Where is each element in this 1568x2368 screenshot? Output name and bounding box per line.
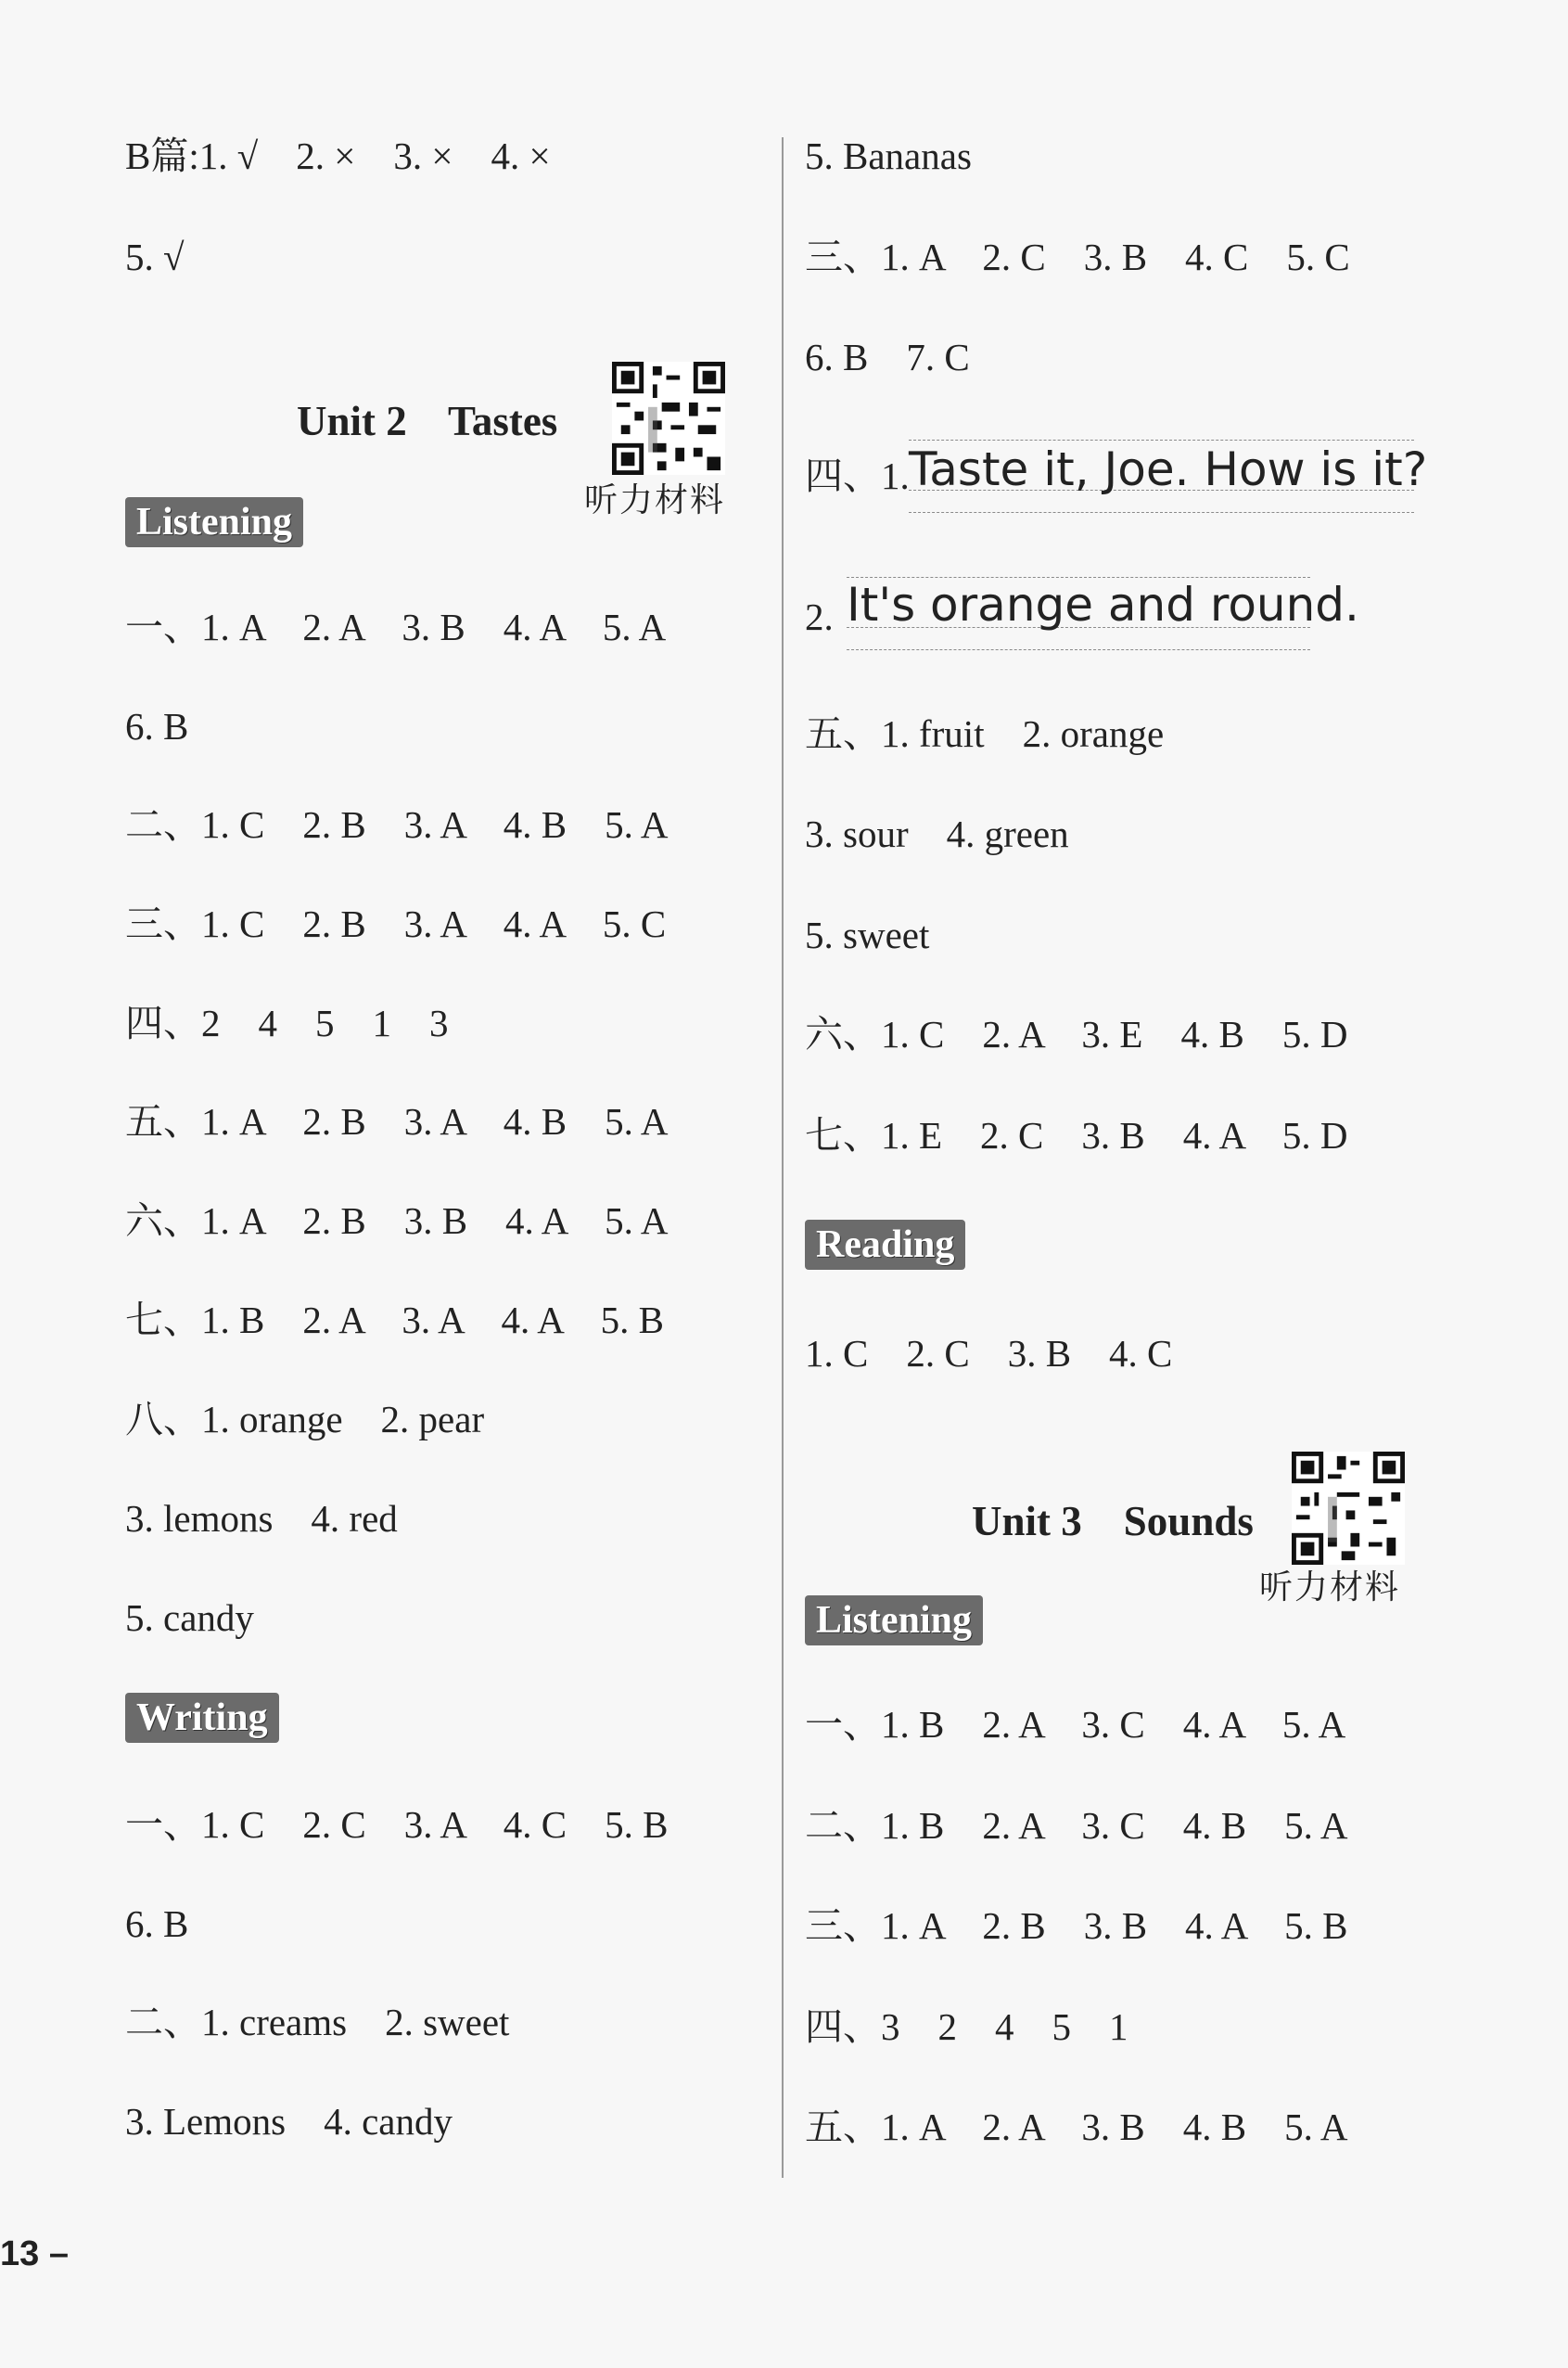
qr-caption-unit3: 听力材料 (1259, 1568, 1401, 1606)
listening-line: 二、1. C 2. B 3. A 4. B 5. A (125, 803, 669, 846)
listening-line: 五、1. A 2. B 3. A 4. B 5. A (125, 1100, 669, 1143)
page-number: 13 – (0, 2234, 69, 2273)
listening-line: 3. lemons 4. red (125, 1497, 398, 1540)
si-prefix-1: 四、1. (805, 454, 910, 497)
listening-line: 四、3 2 4 5 1 (805, 2005, 1128, 2048)
qr-code-icon (612, 362, 725, 475)
answer-line: 5. sweet (805, 914, 930, 956)
listening-line: 四、2 4 5 1 3 (125, 1002, 449, 1044)
writing-badge: Writing (125, 1693, 279, 1743)
listening-line: 五、1. A 2. A 3. B 4. B 5. A (805, 2106, 1348, 2148)
qr-code-icon (1292, 1452, 1405, 1565)
listening-line: 一、1. A 2. A 3. B 4. A 5. A (125, 606, 667, 648)
answer-line: 6. B 7. C (805, 336, 970, 378)
answer-line: 六、1. C 2. A 3. E 4. B 5. D (805, 1013, 1348, 1056)
handwriting-guide-bottom (847, 649, 1310, 650)
listening-badge-unit2: Listening (125, 497, 303, 547)
answer-line: 三、1. A 2. C 3. B 4. C 5. C (805, 236, 1350, 278)
reading-badge: Reading (805, 1220, 965, 1270)
handwriting-guide-bottom (909, 512, 1414, 513)
unit2-title: Unit 2 Tastes (297, 398, 558, 444)
listening-line: 5. candy (125, 1596, 254, 1639)
listening-line: 一、1. B 2. A 3. C 4. A 5. A (805, 1703, 1346, 1746)
b-section-line-2: 5. √ (125, 236, 185, 278)
handwritten-sentence-2: It's orange and round. (847, 578, 1359, 632)
listening-badge-unit3: Listening (805, 1595, 983, 1645)
listening-line: 六、1. A 2. B 3. B 4. A 5. A (125, 1199, 669, 1242)
qr-caption-unit2: 听力材料 (584, 481, 726, 519)
qr-code-unit3[interactable] (1292, 1452, 1405, 1565)
listening-line: 6. B (125, 705, 189, 748)
listening-line: 七、1. B 2. A 3. A 4. A 5. B (125, 1299, 664, 1341)
si-prefix-2: 2. (805, 595, 834, 638)
answer-line: 5. Bananas (805, 134, 972, 177)
listening-line: 八、1. orange 2. pear (125, 1398, 485, 1440)
writing-line: 一、1. C 2. C 3. A 4. C 5. B (125, 1803, 669, 1846)
answer-line: 五、1. fruit 2. orange (805, 712, 1165, 755)
b-section-line-1: B篇:1. √ 2. × 3. × 4. × (125, 134, 551, 177)
qr-code-unit2[interactable] (612, 362, 725, 475)
listening-line: 三、1. A 2. B 3. B 4. A 5. B (805, 1904, 1348, 1947)
writing-line: 二、1. creams 2. sweet (125, 2001, 510, 2043)
answer-line: 3. sour 4. green (805, 813, 1069, 855)
writing-line: 6. B (125, 1902, 189, 1945)
listening-line: 二、1. B 2. A 3. C 4. B 5. A (805, 1804, 1348, 1847)
unit3-title: Unit 3 Sounds (972, 1498, 1254, 1544)
writing-line: 3. Lemons 4. candy (125, 2100, 453, 2143)
answer-line: 七、1. E 2. C 3. B 4. A 5. D (805, 1114, 1348, 1157)
handwritten-sentence-1: Taste it, Joe. How is it? (909, 442, 1428, 496)
listening-line: 三、1. C 2. B 3. A 4. A 5. C (125, 902, 667, 945)
column-divider (782, 137, 784, 2178)
reading-line: 1. C 2. C 3. B 4. C (805, 1332, 1173, 1375)
